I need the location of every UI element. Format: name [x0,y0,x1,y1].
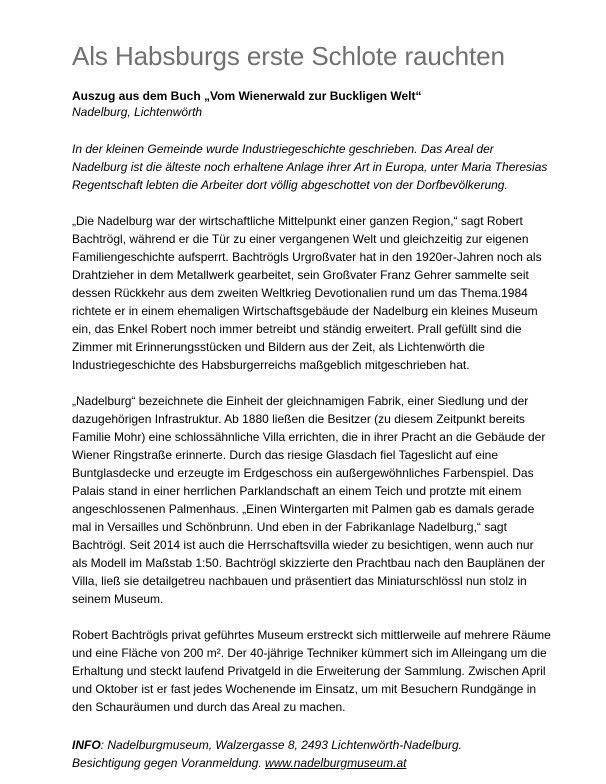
location: Nadelburg, Lichtenwörth [72,105,203,119]
article-title: Als Habsburgs erste Schlote rauchten [72,41,505,71]
info-address: : Nadelburgmuseum, Walzergasse 8, 2493 Lichtenwörth-Nadelburg. [100,738,462,752]
info-block [72,736,552,772]
lead-paragraph: In der kleinen Gemeinde wurde Industriegeschichte geschrieben. Das Areal der Nadelburg ist die älteste noch erhaltene Anlage ihrer Art in Europa, unter Maria Theresias Regentschaft lebten die Arbeiter dort völlig abgeschottet von der Dorfbevölkerung. [72,142,548,192]
body-paragraph-2: „Nadelburg“ bezeichnete die Einheit der gleichnamigen Fabrik, einer Siedlung und der dazugehörigen Infrastruktur. Ab 1880 ließen die Besitzer (zu diesem Zeitpunkt bereits Familie Mohr) eine schlossähnliche Villa errichten, die in ihrer Pracht an die Gebäude der Wiener Ringstraße erinnerte. Durch das riesige Glasdach fiel Tageslicht auf eine Buntglasdecke und erzeugte im Erdgeschoss ein außergewöhnliches Farbenspiel. Das Palais stand in einer herrlichen Parklandschaft an einem Teich und protzte mit einem angeschlossenen Palmenhaus. „Einen Wintergarten mit Palmen gab es damals gerade mal in Versailles und Schönbrunn. Und eben in der Fabrikanlage Nadelburg,“ sagt Bachtrögl. Seit 2014 ist auch die Herrschaftsvilla wieder zu besichtigen, wenn auch nur als Modell im Maßstab 1:50. Bachtrögl skizzierte den Prachtbau nach den Bauplänen der Villa, ließ sie detailgetreu nachbauen und präsentiert das Miniaturschlössl nun stolz in seinem Museum. [72,394,546,606]
info-visit: Besichtigung gegen Voranmeldung. [72,756,262,770]
book-excerpt: Auszug aus dem Buch „Vom Wienerwald zur Buckligen Welt“ [72,89,422,103]
website-link[interactable]: www.nadelburgmuseum.at [265,756,407,770]
article [72,40,552,772]
source-block [72,88,552,120]
body-paragraph-3: Robert Bachtrögls privat geführtes Museum erstreckt sich mittlerweile auf mehrere Räume und eine Fläche von 200 m². Der 40-jährige Techniker kümmert sich im Alleingang um die Erhaltung und steckt laufend Privatgeld in die Erweiterung der Sammlung. Zwischen April und Oktober ist er fast jedes Wochenende im Einsatz, um mit Besuchern Rundgänge in den Schauräumen und durch das Areal zu machen. [72,628,551,714]
info-label: INFO [72,738,101,752]
body-paragraph-1: „Die Nadelburg war der wirtschaftliche Mittelpunkt einer ganzen Region,“ sagt Robert Bachtrögl, während er die Tür zu einer vergangenen Welt und gleichzeitig zur eigenen Familiengeschichte aufsperrt. Bachtrögls Urgroßvater hat in den 1920er-Jahren noch als Drahtzieher in dem Metallwerk gearbeitet, sein Großvater Franz Gehrer sammelte seit dessen Rückkehr aus dem zweiten Weltkrieg Devotionalien rund um das Thema.1984 richtete er in einem ehemaligen Wirtschaftsgebäude der Nadelburg ein kleines Museum ein, das Enkel Robert noch immer betreibt und ständig erweitert. Prall gefüllt sind die Zimmer mit Erinnerungsstücken und Bildern aus der Zeit, als Lichtenwörth die Industriegeschichte des Habsburgerreichs maßgeblich mitgeschrieben hat. [72,214,542,372]
